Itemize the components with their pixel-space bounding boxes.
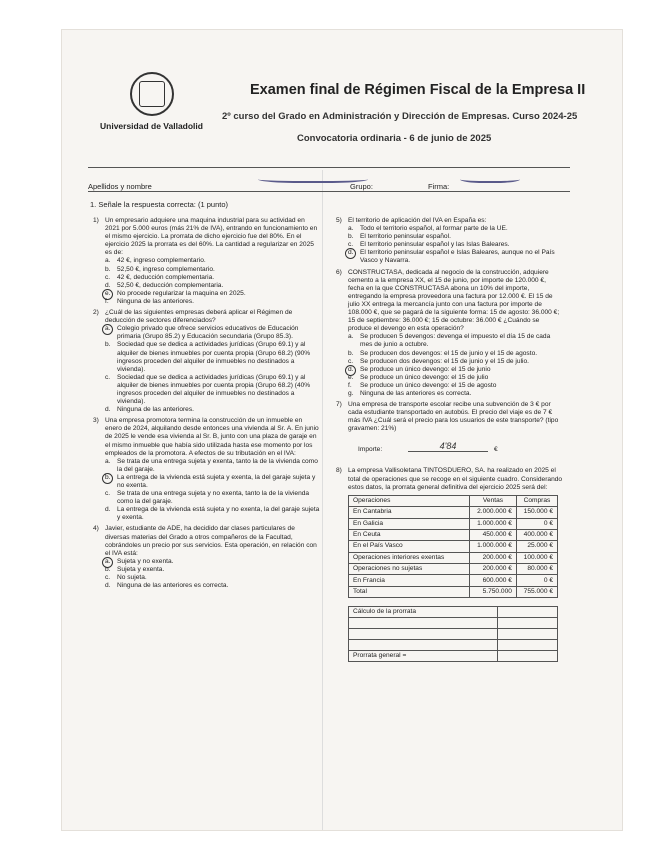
signature-scribble [460,174,520,183]
name-label: Apellidos y nombre [88,182,152,191]
table-row: Operaciones interiores exentas 200.000 € 100.000 € [349,552,558,563]
left-column [93,217,320,593]
instruction: 1. Señale la respuesta correcta: (1 punto) [90,200,228,209]
fields-rule [88,191,570,192]
question-4: 4) Javier, estudiante de ADE, ha decidido dar clases particulares de diversas materias del Grado a otros compañeros de la Facultad, cobrándoles un precio por sus servicios. Esta operación, en relación con el IVA está: a. Sujeta y no exenta. b. Sujeta y exenta. c. No sujeta. d. Ninguna de las anteriores es correcta. [105,525,320,590]
table-row: Operaciones no sujetas 200.000 € 80.000 € [349,564,558,575]
fold-line [322,170,323,830]
selected-option[interactable]: e. No procede regularizar la maquina en 2025. [105,290,320,298]
q7-answer-value[interactable]: 4'84 [408,442,488,451]
question-8: 8) La empresa Vallisoletana TINTOSDUERO, SA. ha realizado en 2025 el total de operaciones que se recoge en el siguiente cuadro. Considerando estos datos, la prorrata general definitiva del ejercicio 2025 será del: Operaciones Ventas Compras En Cantabria 2.000.000 € 150.000 € En Galicia 1.000.000 € 0 € En Ceuta 450.000 € 400.000 € En el País Vasco 1.000.000 € 25.000 € Operaciones interiores exentas 200.000 € 100.000 € Operaciones no sujetas 200.000 € 80.000 € En Francia 600.000 € 0 € Total 5.750.000 755.000 € Cálculo de la prorrata Prorrata general = [348,467,563,662]
table-row: En Galicia 1.000.000 € 0 € [349,518,558,529]
question-2: 2) ¿Cuál de las siguientes empresas deberá aplicar el Régimen de deducción de sectores diferenciados? a. Colegio privado que ofrece servicios educativos de Educación primaria (Grupo 85.2) y Educación secundaria (Grupo 85.3). b. Sociedad que se dedica a actividades jurídicas (Grupo 69.1) y al alquiler de bienes inmuebles por cuenta propia (Grupo 68.2) (90% ingresos proceden del alquiler de inmuebles no destinados a vivienda). c. Sociedad que se dedica a actividades jurídicas (Grupo 69.1) y al alquiler de bienes inmuebles por cuenta propia (Grupo 68.2) (40% ingresos proceden del alquiler de inmuebles no destinados a vivienda). d. Ninguna de las anteriores. [105,309,320,414]
top-rule [88,167,570,168]
signature-label: Firma: [428,182,450,191]
right-column [336,217,563,665]
operations-table [348,495,558,599]
table-row: En Cantabria 2.000.000 € 150.000 € [349,507,558,518]
selected-option[interactable]: a. Colegio privado que ofrece servicios educativos de Educación primaria (Grupo 85.2) y Educación secundaria (Grupo 85.3). [105,325,320,341]
selected-option[interactable]: d. El territorio peninsular español e Islas Baleares, aunque no el País Vasco y Navarra. [348,249,563,265]
university-name: Universidad de Valladolid [100,121,203,131]
group-label: Grupo: [350,182,373,191]
table-header: Operaciones Ventas Compras [349,495,558,506]
q7-answer: Importe: 4'84 € [358,441,498,454]
selected-option[interactable]: d. Se produce un único devengo: el 15 de junio [348,366,563,374]
selected-option[interactable]: b. La entrega de la vivienda está sujeta y exenta, la del garaje sujeta y no exenta. [105,474,320,490]
university-seal-icon [130,72,174,116]
session-line: Convocatoria ordinaria - 6 de junio de 2025 [297,133,492,144]
prorrata-table: Cálculo de la prorrata Prorrata general = [348,606,558,662]
question-3: 3) Una empresa promotora termina la construcción de un inmueble en enero de 2024, alquilando desde entonces una vivienda al Sr. A. En junio de 2025 le vende esa vivienda al Sr. B, junto con una plaza de garaje en el mismo inmueble que había sido utilizada hasta ese momento por los empleados de la promotora. A efectos de su tributación en el IVA: a. Se trata de una entrega sujeta y exenta, tanto la de la vivienda como la del garaje. b. La entrega de la vivienda está sujeta y exenta, la del garaje sujeta y no exenta. c. Se trata de una entrega sujeta y no exenta, tanto la de la vivienda como la del garaje. d. La entrega de la vivienda está sujeta y no exenta, la del garaje sujeta y exenta. [93,417,320,522]
question-7: 7) Una empresa de transporte escolar recibe una subvención de 3 € por cada estudiante transportado en autobús. El precio del viaje es de 7 € más IVA ¿Cuál será el precio para los usuarios de este transporte? (tipo gravamen: 21%) Importe: 4'84 € [348,401,563,456]
question-text: Un empresario adquiere una maquina industrial para su actividad en 2021 por 5.000 euros (más 21% de IVA), entrando en funcionamiento en el mismo ejercicio. La prorrata de dicho ejercicio fue del 80%. En el ejercicio 2025 la prorrata es del 60%. La cantidad a regularizar en 2025 es de: [105,217,318,257]
exam-title: Examen final de Régimen Fiscal de la Empresa II [250,82,586,98]
question-5: 5) El territorio de aplicación del IVA en España es: a. Todo el territorio español, al formar parte de la UE. b. El territorio peninsular español. c. El territorio peninsular español y las Islas Baleares. d. El territorio peninsular español e Islas Baleares, aunque no el País Vasco y Navarra. [348,217,563,266]
question-1: 1) Un empresario adquiere una maquina industrial para su actividad en 2021 por 5.000 euros (más 21% de IVA), entrando en funcionamiento en el mismo ejercicio. La prorrata de dicho ejercicio fue del 80%. En el ejercicio 2025 la prorrata es del 60%. La cantidad a regularizar en 2025 es de: a. 42 €, ingreso complementario. b. 52,50 €, ingreso complementario. c. 42 €, deducción complementaria. d. 52,50 €, deducción complementaria. e. No procede regularizar la maquina en 2025. f. Ninguna de las anteriores. [105,217,320,306]
table-row: En Francia 600.000 € 0 € [349,575,558,586]
table-row: En el País Vasco 1.000.000 € 25.000 € [349,541,558,552]
selected-option[interactable]: a. Sujeta y no exenta. [105,558,320,566]
table-row: En Ceuta 450.000 € 400.000 € [349,529,558,540]
course-line: 2º curso del Grado en Administración y Dirección de Empresas. Curso 2024-25 [222,111,578,122]
table-row: Total 5.750.000 755.000 € [349,586,558,597]
question-6: 6) CONSTRUCTASA, dedicada al negocio de la construcción, adquiere cemento a la empresa XX, el 15 de junio, por importe de 120.000 €, fecha en la que CONSTRUCTASA abona un 10% del importe, entregando la empresa proveedora una factura por 12.000 €. El 15 de julio XX entrega la mercancía junto con una factura por importe de 108.000 €, que se pagará de la siguiente forma: 15 de agosto: 36.000 €; 15 de septiembre: 36.000 €; 15 de octubre: 36.000 € ¿Cuándo se produce el devengo en esta operación? a. Se producen 5 devengos: devenga el impuesto el día 15 de cada mes de junio a octubre. b. Se producen dos devengos: el 15 de junio y el 15 de agosto. c. Se producen dos devengos: el 15 de junio y el 15 de julio. d. Se produce un único devengo: el 15 de junio e. Se produce un único devengo: el 15 de julio f. Se produce un único devengo: el 15 de agosto g. Ninguna de las anteriores es correcta. [348,269,563,399]
